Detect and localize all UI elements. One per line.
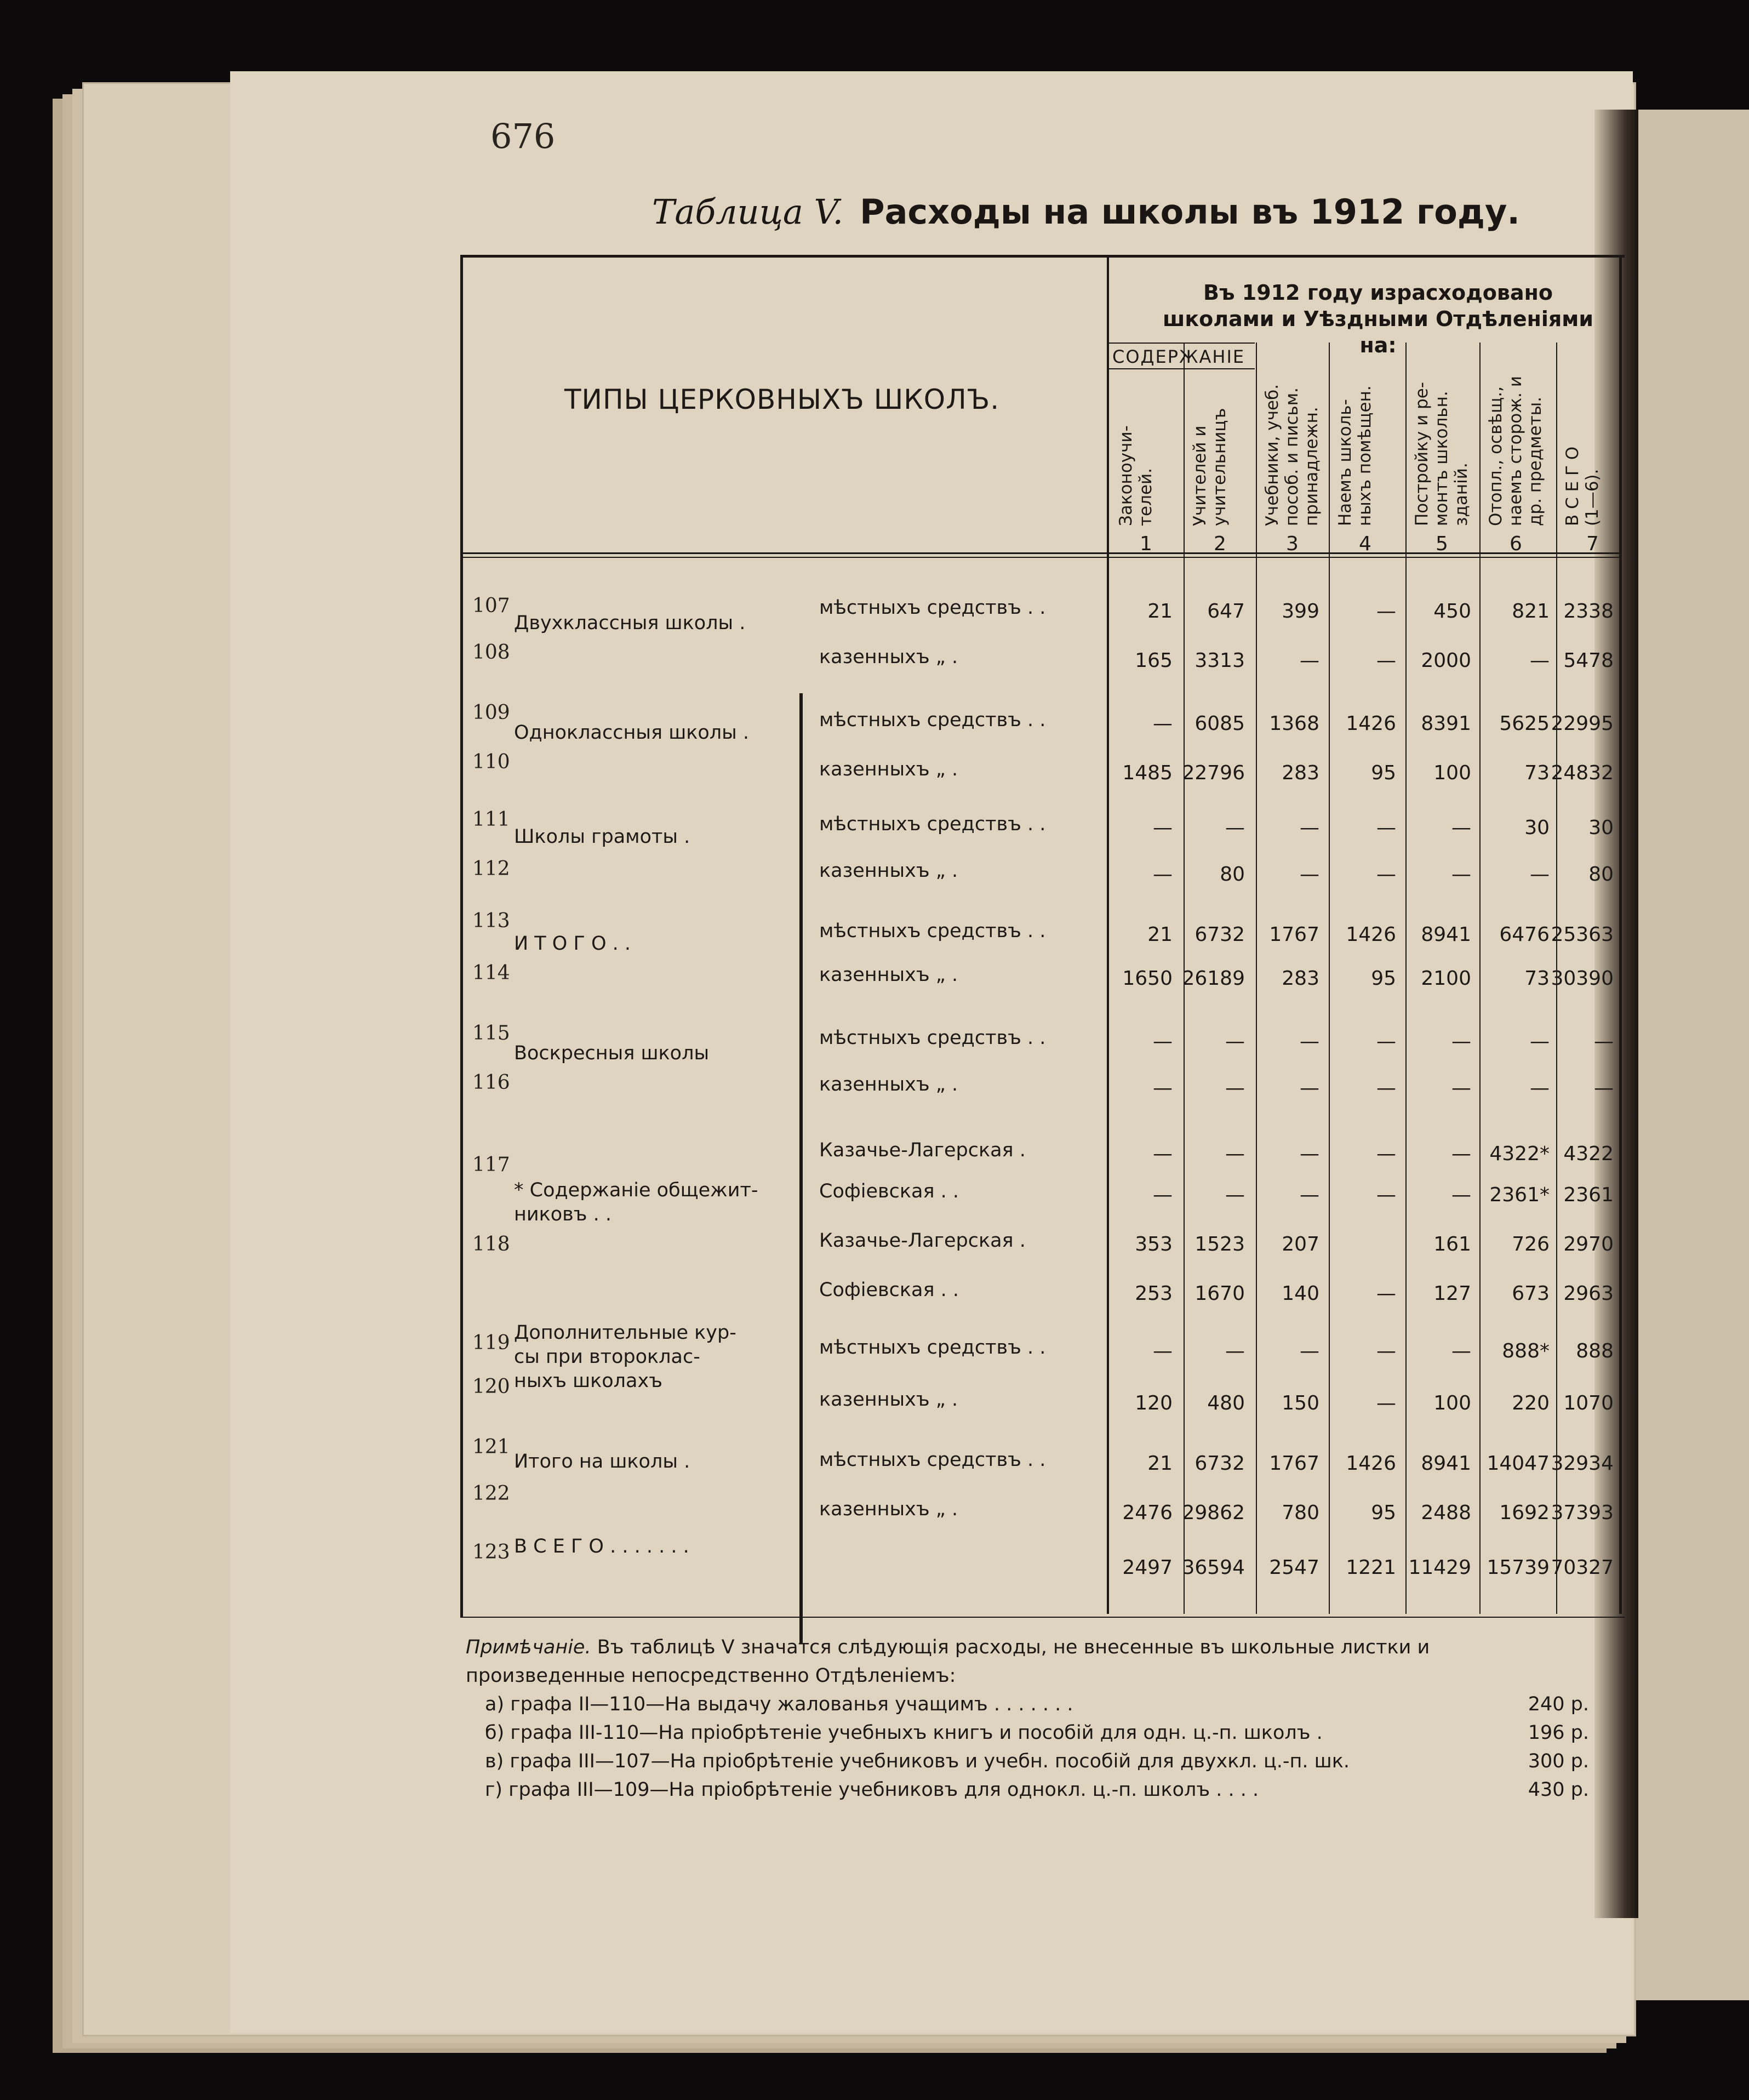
column-header: Отопл., освѣщ., наемъ сторож. и др. предметы.: [1486, 376, 1545, 526]
column-number: 6: [1510, 533, 1522, 555]
row-number: 123: [472, 1541, 510, 1563]
table-cell: 32934: [1551, 1452, 1614, 1475]
table-cell: —: [1300, 1340, 1319, 1362]
table-cell: —: [1300, 649, 1319, 672]
row-number: 110: [472, 751, 510, 773]
table-cell: —: [1594, 1030, 1614, 1053]
table-cell: 888: [1576, 1340, 1614, 1362]
column-number: 7: [1586, 533, 1599, 555]
table-cell: 2488: [1421, 1502, 1471, 1524]
table-cell: 2497: [1122, 1556, 1173, 1579]
table-cell: 95: [1371, 762, 1396, 784]
table-cell: 1485: [1122, 762, 1173, 784]
table-cell: —: [1300, 1077, 1319, 1099]
row-number: 120: [472, 1376, 510, 1398]
table-cell: 2547: [1269, 1556, 1319, 1579]
table-cell: —: [1225, 1340, 1245, 1362]
table-cell: —: [1153, 817, 1173, 839]
row-number: 112: [472, 858, 510, 880]
column-header: Наемъ школь- ныхъ помѣщен.: [1335, 385, 1375, 526]
row-sublabel: мѣстныхъ средствъ . .: [819, 1027, 1046, 1049]
table-cell: 1692: [1499, 1502, 1550, 1524]
group-label: Школы грамоты .: [514, 826, 690, 848]
table-cell: —: [1376, 1282, 1396, 1305]
table-cell: 2000: [1421, 649, 1471, 672]
table-cell: 120: [1135, 1392, 1173, 1414]
table-cell: 14047: [1487, 1452, 1550, 1475]
row-sublabel: казенныхъ „ .: [819, 964, 958, 986]
table-cell: —: [1376, 817, 1396, 839]
table-cell: —: [1225, 1184, 1245, 1206]
row-number: 108: [472, 641, 510, 664]
table-cell: —: [1451, 1030, 1471, 1053]
table-cell: 6732: [1194, 1452, 1245, 1475]
table-cell: —: [1451, 1077, 1471, 1099]
table-cell: 95: [1371, 967, 1396, 990]
footnote-item-value: 196 р.: [1528, 1722, 1589, 1744]
table-cell: —: [1153, 1340, 1173, 1362]
table-cell: —: [1376, 1077, 1396, 1099]
row-sublabel: казенныхъ „ .: [819, 1074, 958, 1095]
table-cell: 15739: [1487, 1556, 1550, 1579]
table-cell: 1767: [1269, 1452, 1319, 1475]
footnote-item: [466, 1747, 1589, 1776]
table-cell: 29862: [1182, 1502, 1245, 1524]
table-cell: 821: [1512, 600, 1550, 623]
row-sublabel: казенныхъ „ .: [819, 758, 958, 780]
table-cell: 1426: [1346, 712, 1396, 735]
table-cell: 73: [1524, 967, 1550, 990]
table-cell: 26189: [1182, 967, 1245, 990]
table-cell: —: [1451, 1143, 1471, 1165]
column-number: 1: [1140, 533, 1152, 555]
column-number: 3: [1286, 533, 1299, 555]
table-cell: 30: [1588, 817, 1614, 839]
row-number: 113: [472, 910, 510, 932]
table-cell: 21: [1147, 1452, 1173, 1475]
footnote-item-text: а) графа II—110—На выдачу жалованья учащимъ . . . . . . .: [485, 1693, 1073, 1715]
types-header: ТИПЫ ЦЕРКОВНЫХЪ ШКОЛЪ.: [564, 384, 1000, 415]
table-cell: 127: [1433, 1282, 1471, 1305]
table-cell: 161: [1433, 1233, 1471, 1256]
footnote-intro: [466, 1633, 1589, 1690]
table-title: [652, 192, 1520, 232]
table-cell: 30: [1524, 817, 1550, 839]
row-sublabel: мѣстныхъ средствъ . .: [819, 1337, 1046, 1359]
table-cell: 220: [1512, 1392, 1550, 1414]
table-cell: 2361: [1563, 1184, 1614, 1206]
table-cell: 6085: [1194, 712, 1245, 735]
row-sublabel: казенныхъ „ .: [819, 1389, 958, 1411]
group-label: Двухклассныя школы .: [514, 612, 746, 634]
row-number: 118: [472, 1233, 510, 1256]
table-cell: 283: [1282, 762, 1319, 784]
table-cell: 283: [1282, 967, 1319, 990]
row-sublabel: мѣстныхъ средствъ . .: [819, 1449, 1046, 1471]
table-cell: 207: [1282, 1233, 1319, 1256]
table-cell: —: [1376, 863, 1396, 886]
table-cell: —: [1451, 1184, 1471, 1206]
footnote-item-value: 240 р.: [1528, 1693, 1589, 1715]
table-cell: —: [1376, 1030, 1396, 1053]
table-cell: —: [1225, 1143, 1245, 1165]
facing-page: [1636, 110, 1749, 2000]
table-cell: 2361*: [1489, 1184, 1550, 1206]
table-cell: 1368: [1269, 712, 1319, 735]
footnote-item-text: в) графа III—107—На пріобрѣтеніе учебниковъ и учебн. пособій для двухкл. ц.-п. шк.: [485, 1750, 1350, 1772]
table-cell: 1221: [1346, 1556, 1396, 1579]
table-cell: 6476: [1499, 923, 1550, 946]
footnote-item-value: 430 р.: [1528, 1779, 1589, 1801]
table-cell: 450: [1433, 600, 1471, 623]
table-cell: 1650: [1122, 967, 1173, 990]
footnote: [466, 1633, 1589, 1804]
table-cell: 1070: [1563, 1392, 1614, 1414]
table-cell: —: [1376, 600, 1396, 623]
row-number: 109: [472, 701, 510, 724]
table-cell: 8941: [1421, 1452, 1471, 1475]
row-sublabel: Софіевская . .: [819, 1180, 959, 1202]
spent-header: Въ 1912 году израсходовано школами и Уѣздными Отдѣленіями на:: [1162, 281, 1593, 357]
table-cell: 2476: [1122, 1502, 1173, 1524]
table-cell: 6732: [1194, 923, 1245, 946]
table-cell: —: [1225, 1077, 1245, 1099]
table-cell: 30390: [1551, 967, 1614, 990]
column-number: 5: [1436, 533, 1448, 555]
table-cell: —: [1225, 817, 1245, 839]
divider: [463, 557, 1619, 558]
table-cell: —: [1153, 1143, 1173, 1165]
row-number: 117: [472, 1154, 510, 1176]
column-header: Законоучи- телей.: [1116, 425, 1156, 526]
table-cell: 2338: [1563, 600, 1614, 623]
table-cell: —: [1530, 1077, 1550, 1099]
footnote-item-text: б) графа III-110—На пріобрѣтеніе учебныхъ книгъ и пособій для одн. ц.-п. школъ .: [485, 1722, 1323, 1744]
table-cell: 3313: [1194, 649, 1245, 672]
row-number: 115: [472, 1022, 510, 1045]
table-cell: 1426: [1346, 923, 1396, 946]
table-cell: 1767: [1269, 923, 1319, 946]
footnote-item: [466, 1719, 1589, 1747]
table-cell: —: [1530, 649, 1550, 672]
table-cell: 95: [1371, 1502, 1396, 1524]
table-cell: 1670: [1194, 1282, 1245, 1305]
table-cell: 24832: [1551, 762, 1614, 784]
column-header: В С Е Г О (1—6).: [1563, 446, 1602, 526]
row-sublabel: мѣстныхъ средствъ . .: [819, 813, 1046, 835]
group-label: Дополнительные кур- сы при второклас- ныхъ школахъ: [514, 1322, 736, 1392]
column-header: Учебники, учеб. пособ. и письм. принадлежн.: [1262, 384, 1322, 526]
table-cell: 253: [1135, 1282, 1173, 1305]
footnote-lead: Примѣчаніе.: [466, 1636, 591, 1658]
table-cell: —: [1376, 1143, 1396, 1165]
group-label: Одноклассныя школы .: [514, 722, 750, 744]
page-number: 676: [490, 116, 556, 156]
table-cell: —: [1153, 1030, 1173, 1053]
table-cell: —: [1153, 1077, 1173, 1099]
table-cell: 2963: [1563, 1282, 1614, 1305]
divider: [799, 693, 803, 1644]
row-sublabel: мѣстныхъ средствъ . .: [819, 920, 1046, 942]
table-cell: 480: [1207, 1392, 1245, 1414]
table-cell: 8941: [1421, 923, 1471, 946]
footnote-text: Въ таблицѣ V значатся слѣдующія расходы, не внесенные въ школьные листки и произведенные непосредственно Отдѣленіемъ:: [466, 1636, 1430, 1687]
table-cell: 80: [1588, 863, 1614, 886]
group-label: И Т О Г О . .: [514, 933, 631, 955]
table-cell: 21: [1147, 923, 1173, 946]
row-number: 119: [472, 1332, 510, 1354]
table-cell: 4322: [1563, 1143, 1614, 1165]
table-cell: 36594: [1182, 1556, 1245, 1579]
table-cell: 80: [1220, 863, 1245, 886]
table-cell: —: [1225, 1030, 1245, 1053]
table-cell: 165: [1135, 649, 1173, 672]
table-cell: —: [1451, 863, 1471, 886]
group-label: Воскресныя школы: [514, 1042, 710, 1064]
row-number: 111: [472, 808, 510, 831]
table-cell: —: [1300, 817, 1319, 839]
table-cell: —: [1153, 863, 1173, 886]
table-cell: 21: [1147, 600, 1173, 623]
table-label: Таблица V.: [652, 192, 844, 232]
table-cell: —: [1376, 1392, 1396, 1414]
table-cell: —: [1300, 1030, 1319, 1053]
table-cell: 11429: [1408, 1556, 1471, 1579]
table-cell: 73: [1524, 762, 1550, 784]
table-cell: 5625: [1499, 712, 1550, 735]
table-cell: 5478: [1563, 649, 1614, 672]
row-number: 114: [472, 962, 510, 984]
table-cell: 1426: [1346, 1452, 1396, 1475]
row-sublabel: Софіевская . .: [819, 1279, 959, 1301]
row-sublabel: казенныхъ „ .: [819, 860, 958, 882]
table-cell: 647: [1207, 600, 1245, 623]
table-cell: 2970: [1563, 1233, 1614, 1256]
table-cell: —: [1594, 1077, 1614, 1099]
row-number: 122: [472, 1482, 510, 1505]
soderzhanie-header: СОДЕРЖАНІЕ: [1112, 346, 1245, 367]
table-cell: 673: [1512, 1282, 1550, 1305]
row-number: 121: [472, 1436, 510, 1458]
column-header: Учителей и учительницъ: [1190, 408, 1230, 526]
table-cell: —: [1451, 1340, 1471, 1362]
row-sublabel: Казачье-Лагерская .: [819, 1139, 1026, 1161]
table-cell: 22995: [1551, 712, 1614, 735]
table-cell: 2100: [1421, 967, 1471, 990]
row-sublabel: мѣстныхъ средствъ . .: [819, 597, 1046, 619]
row-number: 107: [472, 595, 510, 617]
table-cell: 4322*: [1489, 1143, 1550, 1165]
row-sublabel: казенныхъ „ .: [819, 646, 958, 668]
divider: [1619, 255, 1622, 1614]
column-number: 2: [1214, 533, 1226, 555]
column-header: Постройку и ре- монтъ школьн. зданій.: [1412, 381, 1471, 526]
table-cell: —: [1300, 1143, 1319, 1165]
table-cell: —: [1530, 863, 1550, 886]
table-cell: 150: [1282, 1392, 1319, 1414]
column-number: 4: [1359, 533, 1371, 555]
table-cell: 25363: [1551, 923, 1614, 946]
footnote-item: [466, 1690, 1589, 1719]
table-heading: Расходы на школы въ 1912 году.: [860, 192, 1520, 232]
table-cell: 70327: [1551, 1556, 1614, 1579]
table-cell: —: [1300, 863, 1319, 886]
table-cell: 399: [1282, 600, 1319, 623]
table-cell: 726: [1512, 1233, 1550, 1256]
row-sublabel: мѣстныхъ средствъ . .: [819, 709, 1046, 731]
table-cell: —: [1376, 649, 1396, 672]
footnote-item-value: 300 р.: [1528, 1750, 1589, 1772]
table-cell: —: [1530, 1030, 1550, 1053]
group-label: Итого на школы .: [514, 1451, 690, 1473]
table-cell: —: [1300, 1184, 1319, 1206]
table-cell: 1523: [1194, 1233, 1245, 1256]
table-cell: 353: [1135, 1233, 1173, 1256]
table-cell: 8391: [1421, 712, 1471, 735]
table-cell: 37393: [1551, 1502, 1614, 1524]
table-cell: 100: [1433, 762, 1471, 784]
table-cell: 780: [1282, 1502, 1319, 1524]
table-cell: 100: [1433, 1392, 1471, 1414]
footnote-item-text: г) графа III—109—На пріобрѣтеніе учебниковъ для однокл. ц.-п. школъ . . . .: [485, 1779, 1259, 1801]
table-cell: 888*: [1502, 1340, 1550, 1362]
row-sublabel: казенныхъ „ .: [819, 1498, 958, 1520]
footnote-item: [466, 1776, 1589, 1804]
table-cell: —: [1451, 817, 1471, 839]
table-cell: —: [1376, 1340, 1396, 1362]
table-cell: —: [1153, 1184, 1173, 1206]
table-cell: —: [1376, 1184, 1396, 1206]
group-label: В С Е Г О . . . . . . .: [514, 1536, 689, 1557]
table-cell: 22796: [1182, 762, 1245, 784]
table-cell: 140: [1282, 1282, 1319, 1305]
row-sublabel: Казачье-Лагерская .: [819, 1230, 1026, 1252]
group-label: * Содержаніе общежит- никовъ . .: [514, 1179, 758, 1225]
table-cell: —: [1153, 712, 1173, 735]
row-number: 116: [472, 1071, 510, 1094]
